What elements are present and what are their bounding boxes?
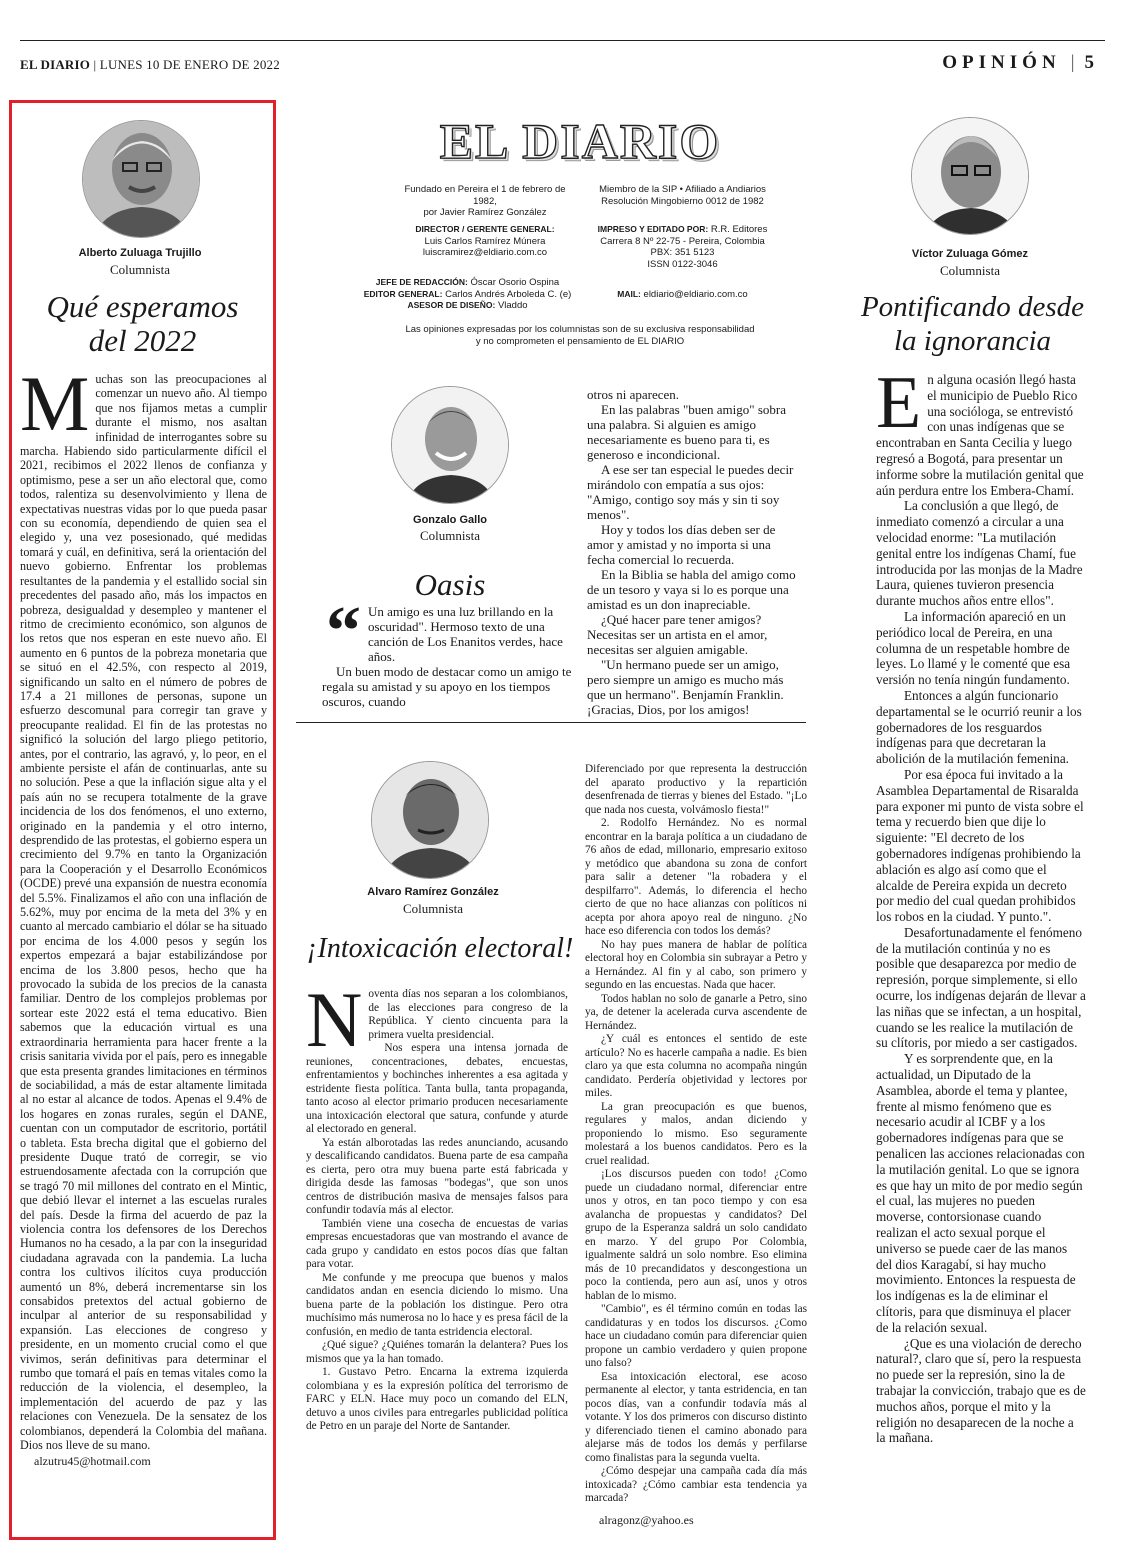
- author-role-col1: Columnista: [110, 262, 170, 277]
- paragraph: Diferenciado por que representa la destrucción del aparato productivo y la repartición desenfrenada de tierras y bienes del Estado. "¡Lo que nada nos cuesta, volvámoslo fiesta!": [585, 763, 807, 816]
- author-role-oasis: Columnista: [420, 528, 480, 543]
- dropcap-col1: M: [20, 360, 90, 447]
- paragraph: "Un hermano puede ser un amigo, pero siempre un amigo es mucho más que un hermano". Benjamín Franklin. ¡Gracias, Dios, por los amigos!: [587, 657, 784, 717]
- quote-mark-icon: “: [326, 593, 361, 670]
- author-role-intox: Columnista: [403, 901, 463, 916]
- paragraph: ¿Que es una violación de derecho natural?, claro que sí, pero la respuesta no puede ser la represión, sino la de trabajar la convicción, trabajo que es de muchos años, porque el mito y la religión no desaparecen de la noche a la mañana.: [876, 1335, 1086, 1446]
- paragraph: Por esa época fui invitado a la Asamblea Departamental de Risaralda para exponer mi punto de vista sobre el tema y recuerdo bien que dije lo siguiente: "El decreto de los gobernadores indígenas prohibiendo la ablación es algo así como que el alcalde de Pereira expida un decreto por medio del cual quedan prohibidos los robos en la ciudad. Y punto.".: [876, 766, 1084, 925]
- paragraph: oventa días nos separan a los colombianos, de las elecciones para congreso de la República. Y ciento cincuenta para la primera vuelta presidencial.: [368, 988, 568, 1041]
- top-rule: [20, 40, 1105, 41]
- section-name: OPINIÓN: [942, 52, 1061, 73]
- oasis-body-right: [587, 387, 801, 717]
- author-photo-alvaro: [371, 761, 489, 879]
- portrait-icon: [83, 121, 200, 238]
- paragraph: ¿Y cuál es entonces el sentido de este artículo? No es hacerle campaña a nadie. Es bien claro ya que esta columna no acompaña ningún candidato. Perdería objetividad y lectores por miles.: [585, 1033, 807, 1099]
- page-header-right: OPINIÓN | 5: [942, 52, 1099, 73]
- masthead-member: Miembro de la SIP • Afiliado a Andiarios Resolución Mingobierno 0012 de 1982: [599, 184, 766, 207]
- newspaper-logo: EL DIARIO: [439, 113, 721, 169]
- section-divider: [296, 722, 806, 723]
- paragraph: En las palabras "buen amigo" sobra una palabra. Si alguien es amigo necesariamente es bueno para ti, es generoso e incondicional.: [587, 402, 786, 462]
- paragraph: No hay pues manera de hablar de política electoral hoy en Colombia sin subrayar a Petro y a Hernández. Al fin y al cabo, son primero y segundo en las encuestas. Nada que hacer.: [585, 938, 807, 991]
- author-email-col1: alzutru45@hotmail.com: [34, 1454, 151, 1469]
- paragraph: ¿Cómo despejar una campaña cada día más intoxicada? ¿Cómo cambiar esta tendencia ya marcada?: [585, 1465, 807, 1504]
- paragraph: ¿Qué hacer pare tener amigos? Necesitas ser un artista en el amor, necesitas ser alguien amigable.: [587, 612, 768, 657]
- author-photo-gonzalo: [391, 386, 509, 504]
- paragraph: n alguna ocasión llegó hasta el municipio de Pueblo Rico una socióloga, se entrevistó con unas indígenas que se encontraban en Santa Cecilia y luego regresó a Bogotá, para presentar un informe sobre la mutilación genital que aún perdura entre los Embera-Chamí.: [876, 372, 1084, 498]
- paragraph: En la Biblia se habla del amigo como de un tesoro y vaya si lo es porque una amistad es un don inapreciable.: [587, 567, 796, 612]
- article-title-col1: Qué esperamos del 2022: [46, 289, 239, 358]
- author-name-oasis: Gonzalo Gallo: [413, 514, 487, 526]
- paragraph: Un amigo es una luz brillando en la oscuridad". Hermoso texto de una canción de Los Enanitos verdes, hace años.: [368, 604, 563, 664]
- paragraph: Un buen modo de destacar como un amigo te regala su amistad y su apoyo en los tiempos oscuros, cuando: [322, 664, 572, 709]
- article-body-col1: [20, 360, 267, 1469]
- masthead-mail: MAIL: eldiario@eldiario.com.co: [617, 289, 748, 300]
- paragraph: La gran preocupación es que buenos, regulares y malos, andan diciendo y proponiendo lo mismo. Eso seguramente molestará a los buenos candidatos. Pero es la cruel realidad.: [585, 1100, 807, 1167]
- portrait-icon: [372, 762, 489, 879]
- paragraph: otros ni aparecen.: [587, 387, 680, 402]
- author-photo-alberto: [82, 120, 200, 238]
- portrait-icon: [392, 387, 509, 504]
- paragraph: La conclusión a que llegó, de inmediato comenzó a circular a una velocidad enorme: "La mutilación genital entre los indígenas Chamí, fue introducida por las monjas de la Madre Laura, quienes tuvieron presencia durante muchos años entre ellos".: [876, 498, 1083, 609]
- article-title-intox: ¡Intoxicación electoral!: [306, 933, 574, 964]
- author-photo-victor: [911, 117, 1029, 235]
- issue-date: LUNES 10 DE ENERO DE 2022: [99, 57, 280, 72]
- paragraph: La información apareció en un periódico local de Pereira, en una columna de un respetable hombre de leyes. Lo llamé y le comenté que esa versión no tenía ningún fundamento.: [876, 608, 1071, 688]
- paragraph: "Cambio", es él término común en todas las candidaturas y en todos los discursos. ¿Como hace un ciudadano común para diferenciar quien propone un cambio verdadero y quien propone uno falso?: [585, 1303, 807, 1369]
- oasis-body-left: [322, 593, 574, 709]
- masthead-founded: Fundado en Pereira el 1 de febrero de 1982, por Javier Ramírez González: [404, 184, 566, 218]
- intox-body-left: [306, 976, 568, 1434]
- paragraph: 1. Gustavo Petro. Encarna la extrema izquierda colombiana y es la expresión política del terrorismo de FARC y ELN. Hace muy poco un comando del ELN, detuvo a unos civiles para entregarles publicidad política de Petro en un paraje del Norte de Santander.: [306, 1366, 568, 1432]
- paragraph: Todos hablan no solo de ganarle a Petro, sino ya, de detener la acelerada curva ascendente de Hernández.: [585, 992, 807, 1032]
- masthead-director: DIRECTOR / GERENTE GENERAL: Luis Carlos Ramírez Múnera luiscramirez@eldiario.com.co: [415, 224, 555, 258]
- paragraph: Hoy y todos los días deben ser de amor y amistad y no importa si una fecha comercial lo recuerda.: [587, 522, 776, 567]
- author-name-col4: Víctor Zuluaga Gómez: [911, 248, 1029, 260]
- paper-name: EL DIARIO: [20, 57, 91, 72]
- article-title-col4: Pontificando desde la ignorancia: [860, 291, 1085, 357]
- paragraph: También viene una cosecha de encuestas de varias empresas encuestadoras que van mostrando el avance de cada grupo y candidato en estos pocos días que faltan para votar.: [306, 1217, 568, 1270]
- paragraph: 2. Rodolfo Hernández. No es normal encontrar en la baraja política a un ciudadano de 76 años de edad, millonario, empresario exitoso y metódico que abandona su zona de confort para salir a detener "la robadera y el despilfarro". Además, lo diferencia el hecho cierto de que no hace alianzas con políticos ni acepta por ahora apoyo real de ninguno. ¿No hace eso diferencia con todos los demás?: [585, 817, 807, 937]
- paragraph: Entonces a algún funcionario departamental se le ocurrió reunir a los gobernadores de los resguardos indígenas para que decretaran la abolición de la mutilación femenina.: [876, 687, 1082, 767]
- page-header-left: EL DIARIO | LUNES 10 DE ENERO DE 2022: [20, 57, 280, 72]
- author-name-intox: Alvaro Ramírez González: [367, 886, 499, 898]
- paragraph: uchas son las preocupaciones al comenzar un nuevo año. Al tiempo que nos fijamos metas a cumplir durante el mismo, nos asaltan infinidad de interrogantes sobre su marcha. Habiendo sido particularmente difícil el 2021, recibimos el 2022 llenos de confianza y optimismo, pese a ser un año electoral que, como todos, ralentiza su desenvolvimiento y llena de expectativas nuestras vidas por lo que pueda pasar con su economía, dependiendo de quien sea el elegido y, una vez posesionado, qué medidas tomará y cuál, en definitiva, será la orientación del nuevo gobierno. Enfrentar los problemas resultantes de la pandemia y el estallido social sin precedentes del pasado año, más los impactos en pobreza, desigualdad y desempleo y mantener el ritmo de crecimiento económico, son algunos de los retos que nos esperan en este nuevo año. El aumento en 6 puntos de la pobreza monetaria que se situó en el 42.5%, con respecto al 2019, significando un salto en el número de pobres de 17.4 a 21 millones de personas, supone un esfuerzo descomunal para corregir tan grave y preocupante realidad. El fin de las protestas no significó la solución del largo pliego petitorio, antes, por el contrario, las agravó, y, lo peor, en el ambiente persiste el afán de continuarlas, ante su no solución. Pese a que la inflación sigue alta y el país aún no se recupera totalmente de la grave incidencia de los dos fenómenos, el uno externo, originado en la pandemia y el otro interno, desprendido de las protestas, el gobierno espera un crecimiento del 9.7% en tanto la Organización para la Cooperación y el Desarrollo Económicos (OCDE) prevé una expansión de nuestra economía del 5.5%. Finalizamos el año con una inflación de 5.62%, muy por encima de la meta del 3% y en cuanto al mercado cambiario el dólar se ha situado por encima de los 4.000 pesos y según los expertos empezará a bajar estabilizándose por encima de los 3.800 pesos, hecho que ha provocado la subida de los precios de la canasta familiar. Dentro de los complejos problemas por sortear este 2022 está el tema educativo. Bien sabemos que la educación virtual es una extraordinaria herramienta para hacer frente a la crisis sanitaria vivida por el país, pero es innegable que esta presenta grandes limitaciones en términos de sociabilidad, a más de estar altamente limitada al no estar al alcance de todos. Apenas el 9.4% de los hogares en zonas rurales, según el DANE, cuentan con un computador de escritorio, portátil o tableta. Esta brecha digital que el gobierno del presidente Duque trató de corregir, se vio estruendosamente afectada con la corrupción que se tragó 70 mil millones del contrato en el Mintic, que debió llevar el internet a las escuelas rurales del país. Desde la firma del acuerdo de paz la violencia contra los defensores de los Derechos Humanos no ha cesado, a la par con la inseguridad ciudadana agravada con la pandemia. La lucha contra los cultivos ilícitos cuya producción aumentó un 8%, deberá incrementarse sin los consabidos pretextos del actual gobierno de inculpar al anterior de su responsabilidad y expansión. Las elecciones de congreso y presidente, en un momento crucial como el que vivimos, serán definitivas para determinar el rumbo que tomará el país en temas vitales como la reducción de la violencia, el desempleo, la implementación del acuerdo de paz y las relaciones con Venezuela. De la sensatez de los colombianos, dependerá la Colombia del mañana. Dios nos lleve de su mano.: [20, 372, 267, 1453]
- paragraph: ¿Qué sigue? ¿Quiénes tomarán la delantera? Pues los mismos que ya la han tomado.: [306, 1339, 568, 1365]
- intox-body-right: [585, 763, 807, 1527]
- article-title-oasis: Oasis: [414, 567, 486, 602]
- paragraph: Ya están alborotadas las redes anunciando, acusando y descalificando candidatos. Buena parte de esa campaña es cierta, pero otra muy buena parte está fabricada y dirigida desde las famosas "bodegas", que son unos centros de distribución masiva de mensajes falsos para confundir todavía más al elector.: [306, 1136, 568, 1216]
- page-number: 5: [1084, 52, 1099, 73]
- paragraph: Y es sorprendente que, en la actualidad, un Diputado de la Asamblea, aborde el tema y plantee, frente al mismo fenómeno que es necesario acudir al ICBF y a los gobernadores indígenas para que se penalicen las acciones relacionadas con la mutilación genital. Lo que se ignora es que hay un mito de por medio según el cual, las mujeres no pueden moverse, contorsionase cuando realizan el acto sexual porque el universo se puede caer de las manos del dios Karagabí, si hay mucho movimiento. Entonces la respuesta de los indígenas es la de eliminar el clítoris, para que disminuya el placer de la relación sexual.: [876, 1051, 1085, 1335]
- portrait-icon: [912, 118, 1029, 235]
- author-role-col4: Columnista: [940, 263, 1000, 278]
- paragraph: Desafortunadamente el fenómeno de la mutilación continúa y no es posible que desaparezca por medio de represión, porque simplemente, si ello ocurre, los indígenas dejarán de llevar a las niñas que se infectan, a un hospital, cuando se les realice la mutilación de su clítoris, por miedo a ser castigados.: [876, 924, 1086, 1051]
- masthead-disclaimer: Las opiniones expresadas por los columnistas son de su exclusiva responsabilidad y no comprometen el pensamiento de EL DIARIO: [405, 324, 755, 347]
- paragraph: ¡Los discursos pueden con todo! ¿Como puede un ciudadano normal, diferenciar entre unos y otros, en tan poco tiempo y con esa avalancha de propuestas y candidatos? Del grupo de la Esperanza saldrá un solo candidato en marzo. Y del grupo Por Colombia, igualmente saldrá un solo nombre. Eso elimina más de 10 precandidatos y descongestiona un poco la contienda, pero aun así, unos y otros hablan de lo mismo.: [585, 1168, 807, 1302]
- dropcap-col4: E: [876, 362, 922, 444]
- paragraph: A ese ser tan especial le puedes decir mirándolo con empatía a sus ojos: "Amigo, contigo soy más y sin ti soy menos".: [587, 462, 794, 522]
- article-body-col4: [876, 362, 1086, 1446]
- paragraph: Nos espera una intensa jornada de reuniones, concentraciones, debates, encuestas, enfrentamientos y bochinches inherentes a esa agitada y estridente fiesta política. Tanta bulla, tanta propaganda, tanto acoso al elector primario producen necesariamente una intoxicación electoral que satura, confunde y aturde al electorado en general.: [306, 1042, 568, 1135]
- dropcap-intox: N: [306, 976, 363, 1063]
- author-email-intox: alragonz@yahoo.es: [599, 1512, 694, 1527]
- masthead-printer: IMPRESO Y EDITADO POR: R.R. Editores Carrera 8 Nº 22-75 - Pereira, Colombia PBX: 351 5123 ISSN 0122-3046: [597, 224, 768, 270]
- paragraph: Esa intoxicación electoral, ese acoso permanente al elector, y tanta estridencia, en tan pocos días, van a confundir todavía más al votante. Y los dos primeros con discurso distinto y diferenciado tienen el camino abonado para alejarse más de todos los demás y perfilarse como finalistas para la segunda vuelta.: [585, 1370, 807, 1464]
- author-name-col1: Alberto Zuluaga Trujillo: [78, 247, 202, 259]
- masthead: [380, 112, 780, 170]
- masthead-staff: JEFE DE REDACCIÓN: Óscar Osorio Ospina EDITOR GENERAL: Carlos Andrés Arboleda C. (e) ASESOR DE DISEÑO: Vladdo: [363, 277, 572, 311]
- paragraph: Me confunde y me preocupa que buenos y malos candidatos andan en esencia diciendo lo mismo. Una buena parte de la población los distingue. Pero otra muchísimo más numerosa no lo hace y es presa fácil de la confusión, en medio de tanta estridencia electoral.: [306, 1271, 568, 1338]
